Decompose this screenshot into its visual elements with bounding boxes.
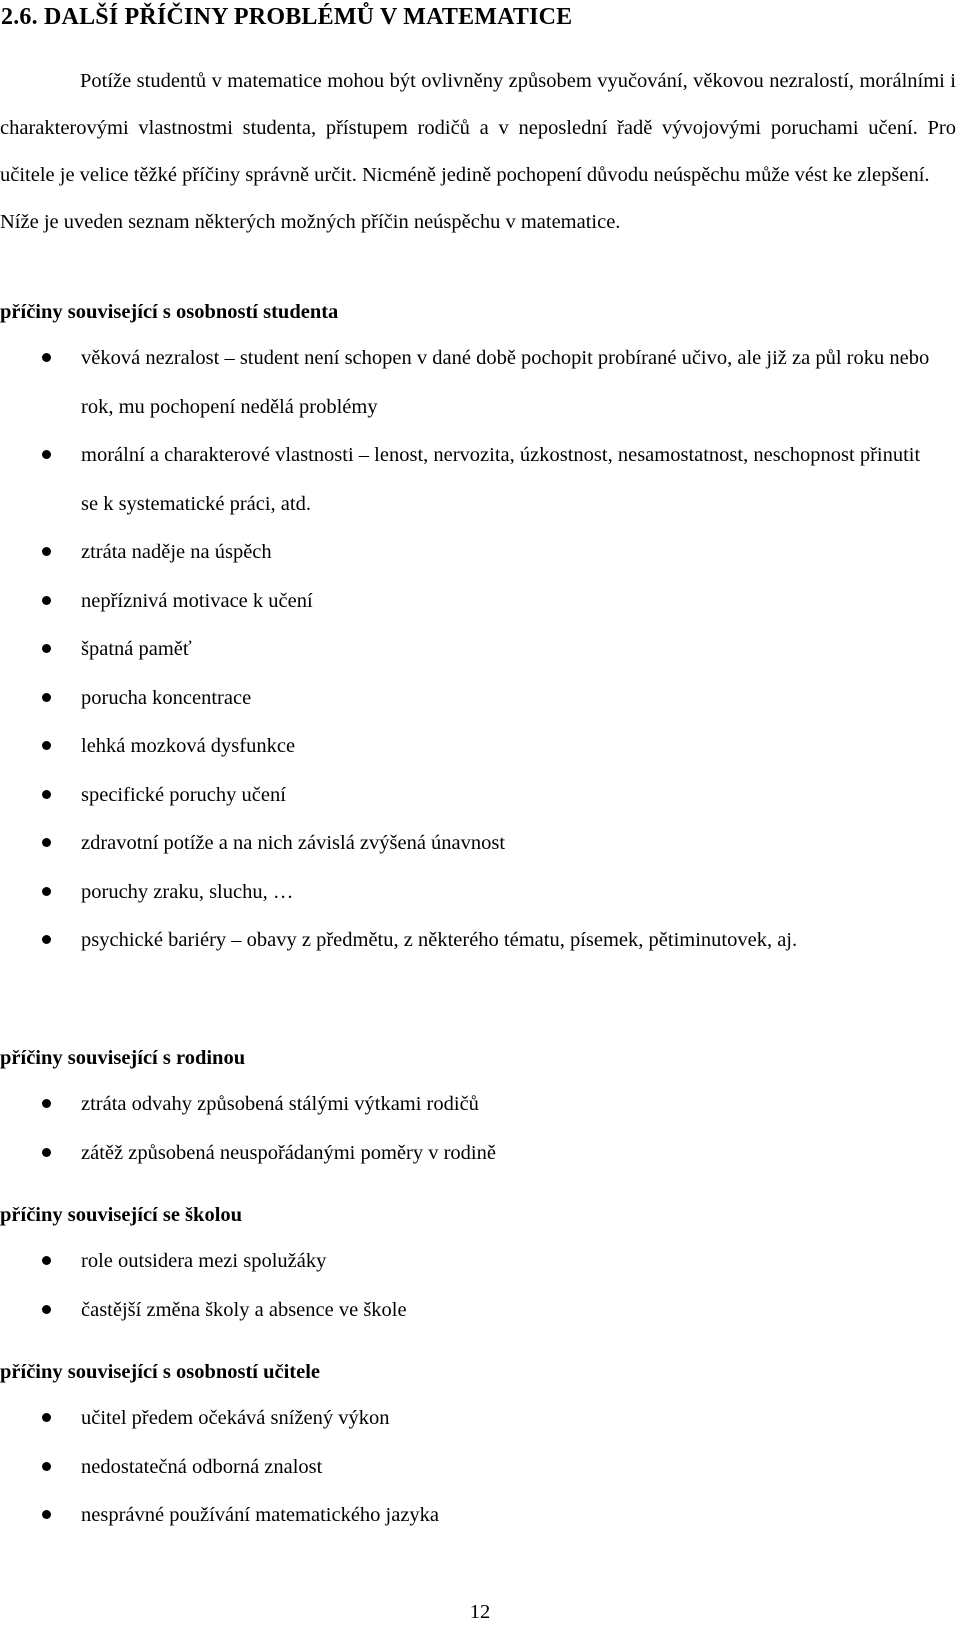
list-item: specifické poruchy učení [0,771,940,820]
list-item: lehká mozková dysfunkce [0,722,940,771]
list-item: morální a charakterové vlastnosti – lenost, nervozita, úzkostnost, nesamostatnost, neschopnost přinutit se k systematické práci, atd. [0,431,940,528]
section-title-teacher: příčiny související s osobností učitele [0,1361,321,1383]
intro-last-line: Níže je uveden seznam některých možných příčin neúspěchu v matematice. [0,211,621,233]
section-title-student: příčiny související s osobností studenta [0,301,339,323]
intro-paragraph [0,58,956,246]
list-item: porucha koncentrace [0,674,940,723]
list-item: věková nezralost – student není schopen v dané době pochopit probírané učivo, ale již za půl roku nebo rok, mu pochopení nedělá problémy [0,334,940,431]
list-item: nesprávné používání matematického jazyka [0,1491,940,1540]
bullet-list-family [0,1080,940,1177]
list-item: role outsidera mezi spolužáky [0,1237,940,1286]
list-item: nedostatečná odborná znalost [0,1443,940,1492]
list-item: ztráta naděje na úspěch [0,528,940,577]
list-item: psychické bariéry – obavy z předmětu, z některého tématu, písemek, pětiminutovek, aj. [0,916,940,965]
page-number: 12 [469,1601,491,1623]
bullet-list-student [0,334,940,965]
list-item: poruchy zraku, sluchu, … [0,868,940,917]
list-item: špatná paměť [0,625,940,674]
list-item: zátěž způsobená neuspořádanými poměry v rodině [0,1129,940,1178]
list-item: učitel předem očekává snížený výkon [0,1394,940,1443]
bullet-list-school [0,1237,940,1334]
list-item: ztráta odvahy způsobená stálými výtkami rodičů [0,1080,940,1129]
intro-body: Potíže studentů v matematice mohou být ovlivněny způsobem vyučování, věkovou nezralostí, morálními i charakterovými vlastnostmi studenta, přístupem rodičů a v neposlední řadě vývojovými poruchami učení. Pro učitele je velice těžké příčiny správně určit. Nicméně jedině pochopení důvodu neúspěchu může vést ke zlepšení. [0,70,956,186]
list-item: častější změna školy a absence ve škole [0,1286,940,1335]
bullet-list-teacher [0,1394,940,1540]
section-title-school: příčiny související se školou [0,1204,243,1226]
section-title-family: příčiny související s rodinou [0,1047,246,1069]
list-item: zdravotní potíže a na nich závislá zvýšená únavnost [0,819,940,868]
section-heading: 2.6. DALŠÍ PŘÍČINY PROBLÉMŮ V MATEMATICE [1,4,573,30]
list-item: nepříznivá motivace k učení [0,577,940,626]
